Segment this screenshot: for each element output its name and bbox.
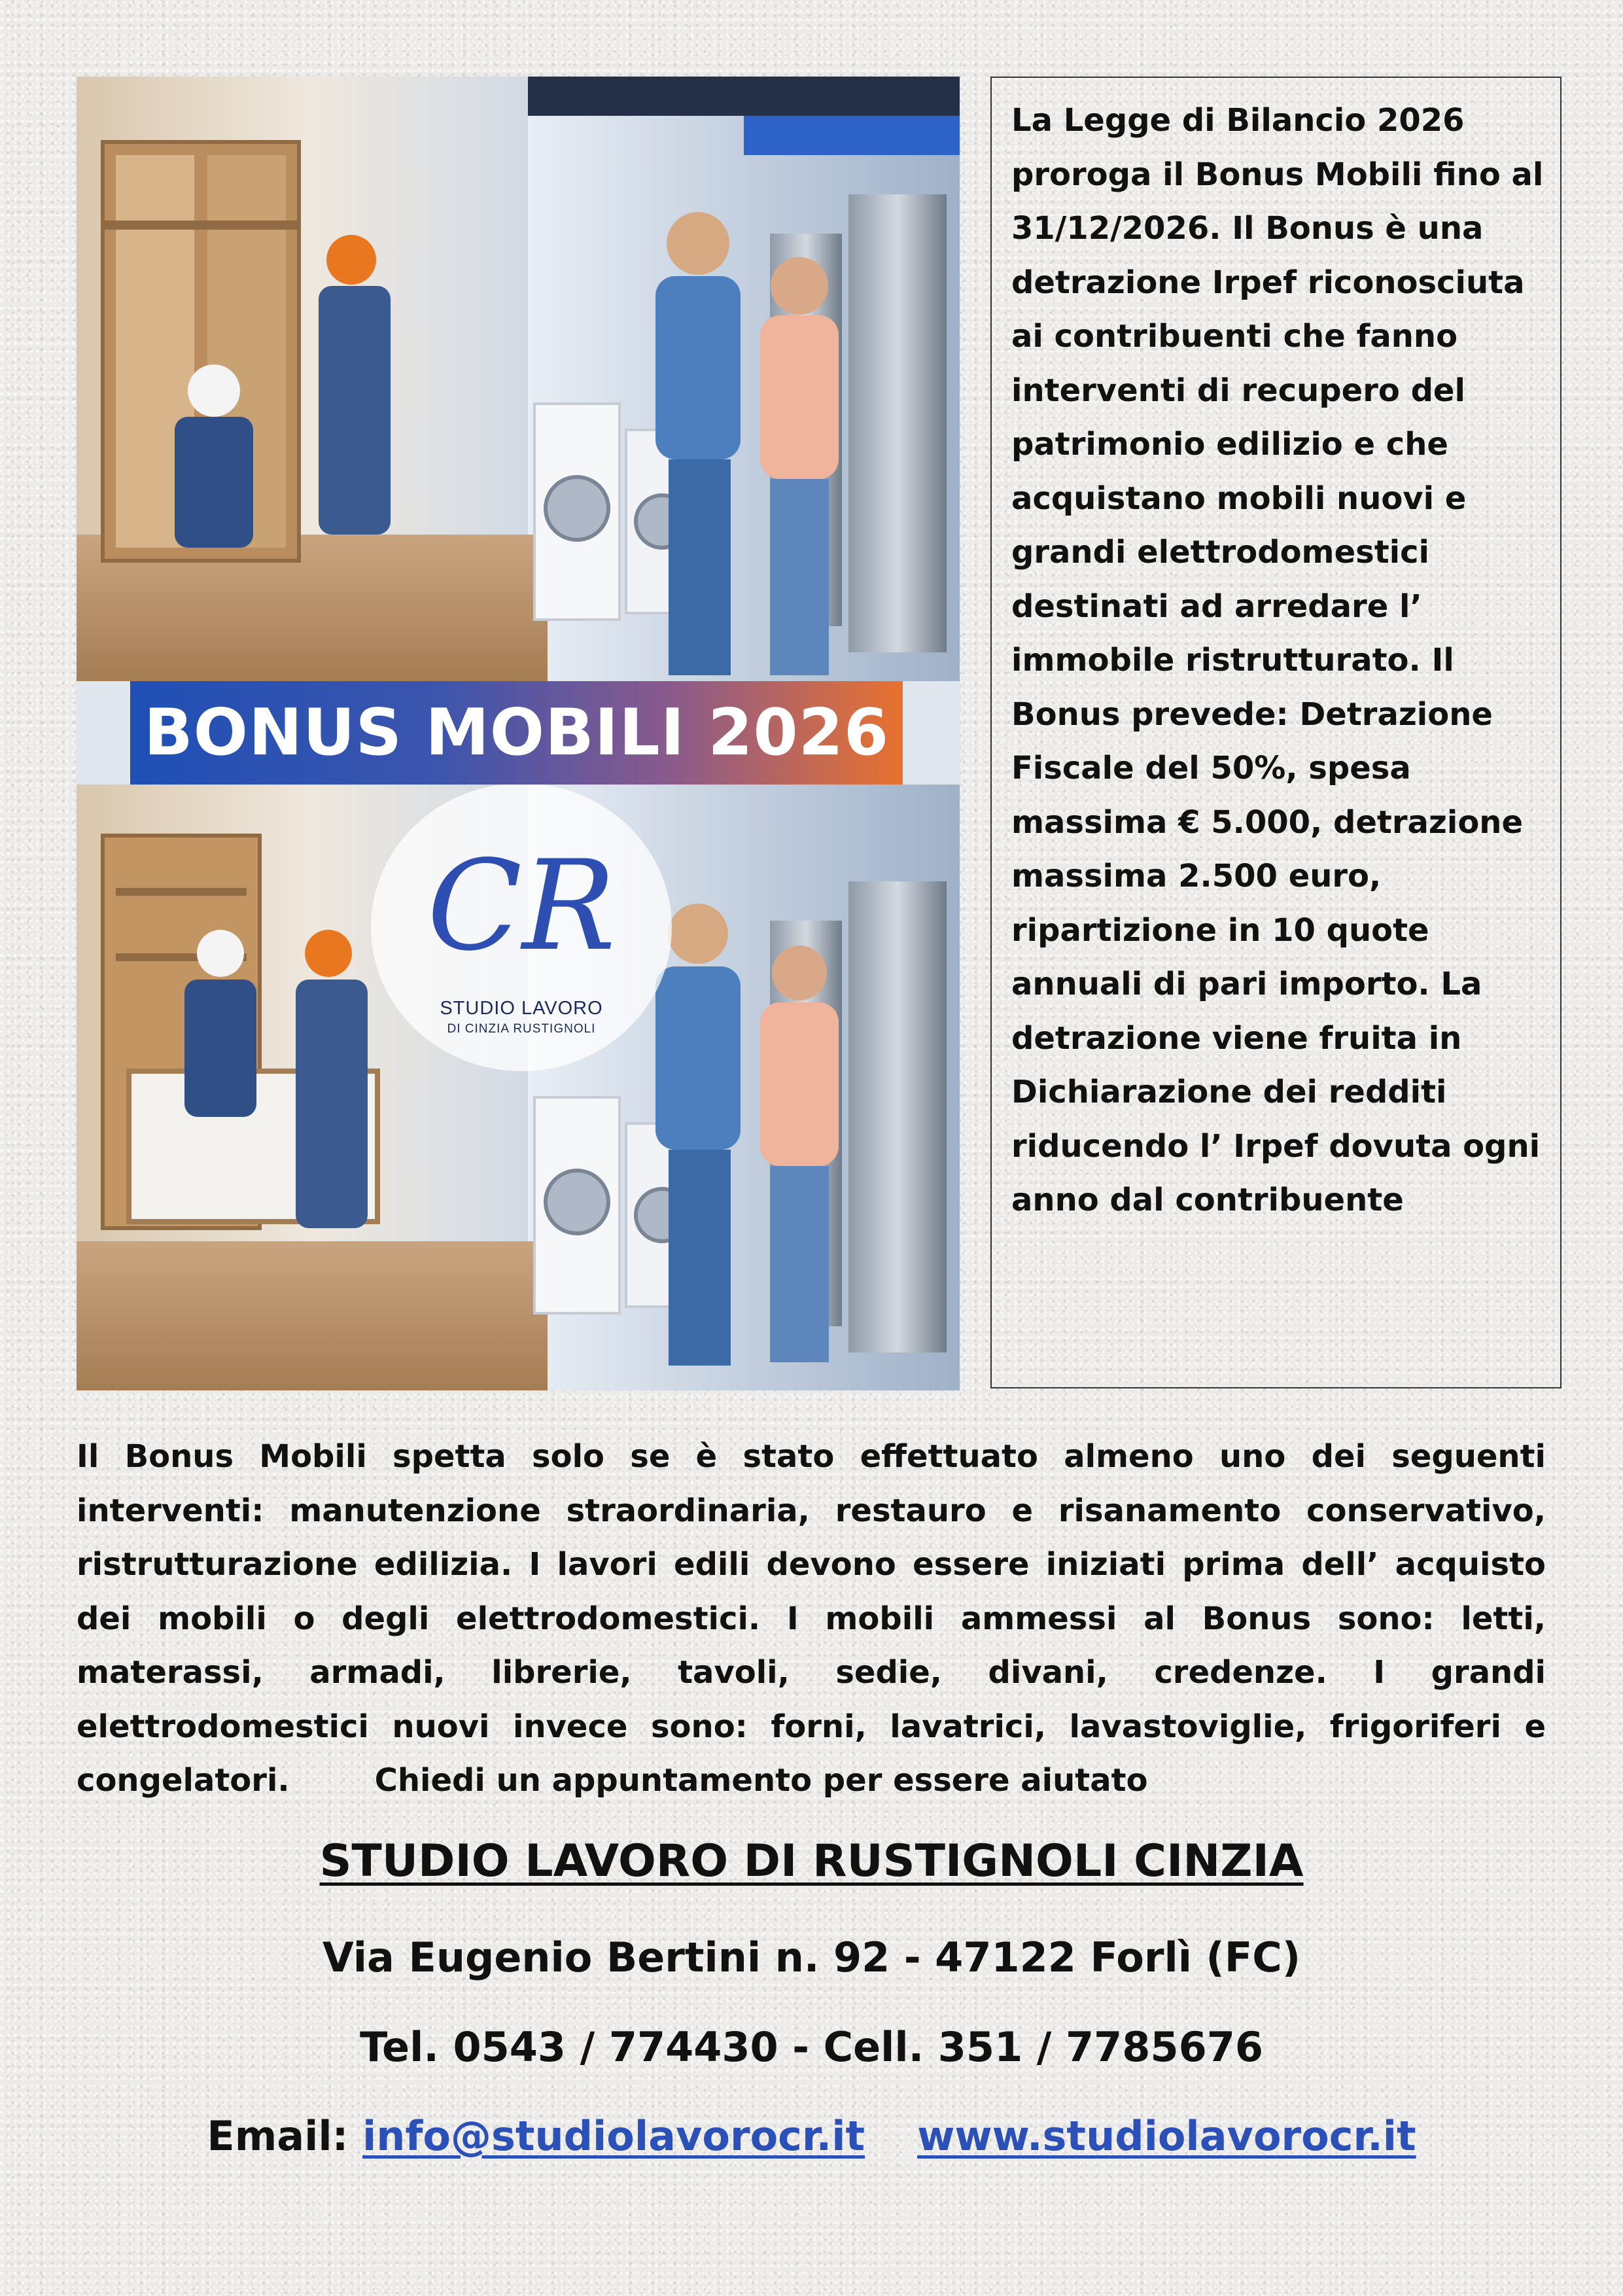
info-box [990,77,1562,1388]
logo-subname: DI CINZIA RUSTIGNOLI [447,1022,596,1036]
banner-title: BONUS MOBILI 2026 [143,696,890,770]
company-contacts [0,2112,1623,2160]
promo-poster-image [77,77,960,1390]
worker-helmet [188,364,240,417]
website-link[interactable]: www.studiolavorocr.it [917,2112,1416,2160]
fridge-bottom [848,881,947,1352]
appointment-cta: Chiedi un appuntamento per essere aiutato [374,1762,1148,1799]
company-phones: Tel. 0543 / 774430 - Cell. 351 / 7785676 [359,2023,1263,2071]
requirements-text: Il Bonus Mobili spetta solo se è stato effettuato almeno uno dei seguenti interventi: manutenzione straordinaria, restauro e risanamento conservativo, ristrutturazione edilizia. I lavori edili devono essere iniziati prima dell’ acquisto dei mobili o degli elettrodomestici. I mobili ammessi al Bonus sono: letti, materassi, armadi, librerie, tavoli, sedie, divani, credenze. I grandi elettrodomestici nuovi invece sono: forni, lavatrici, lavastoviglie, frigoriferi e congelatori. [77,1438,1546,1799]
company-address: Via Eugenio Bertini n. 92 - 47122 Forlì (FC) [322,1934,1301,1981]
worker-helmet [305,930,352,977]
info-box-text: La Legge di Bilancio 2026 proroga il Bonus Mobili fino al 31/12/2026. Il Bonus è una detrazione Irpef riconosciuta ai contribuenti che fanno interventi di recupero del patrimonio edilizio e che acquistano mobili nuovi e grandi elettrodomestici destinati ad arredare l’ immobile ristrutturato. Il Bonus prevede: Detrazione Fiscale del 50%, spesa massima € 5.000, detrazione massima 2.500 euro, ripartizione in 10 quote annuali di pari importo. La detrazione viene fruita in Dichiarazione dei redditi riducendo l’ Irpef dovuta ogni anno dal contribuente [1011,102,1544,1218]
email-label: Email: [207,2112,349,2160]
woman-figure [760,1002,839,1166]
man-figure [655,966,741,1150]
fridge-top [848,194,947,652]
studio-logo [423,808,620,1036]
woman-figure [760,315,839,479]
man-figure [655,276,741,459]
requirements-paragraph [77,1430,1546,1808]
company-title [0,1835,1623,1887]
logo-monogram: CR [427,834,616,978]
worker-helmet [326,235,376,285]
company-name: STUDIO LAVORO DI RUSTIGNOLI CINZIA [319,1835,1304,1887]
bonus-banner [130,681,903,785]
logo-name: STUDIO LAVORO [440,998,603,1019]
email-link[interactable]: info@studiolavorocr.it [362,2112,865,2160]
worker-helmet [197,930,244,977]
